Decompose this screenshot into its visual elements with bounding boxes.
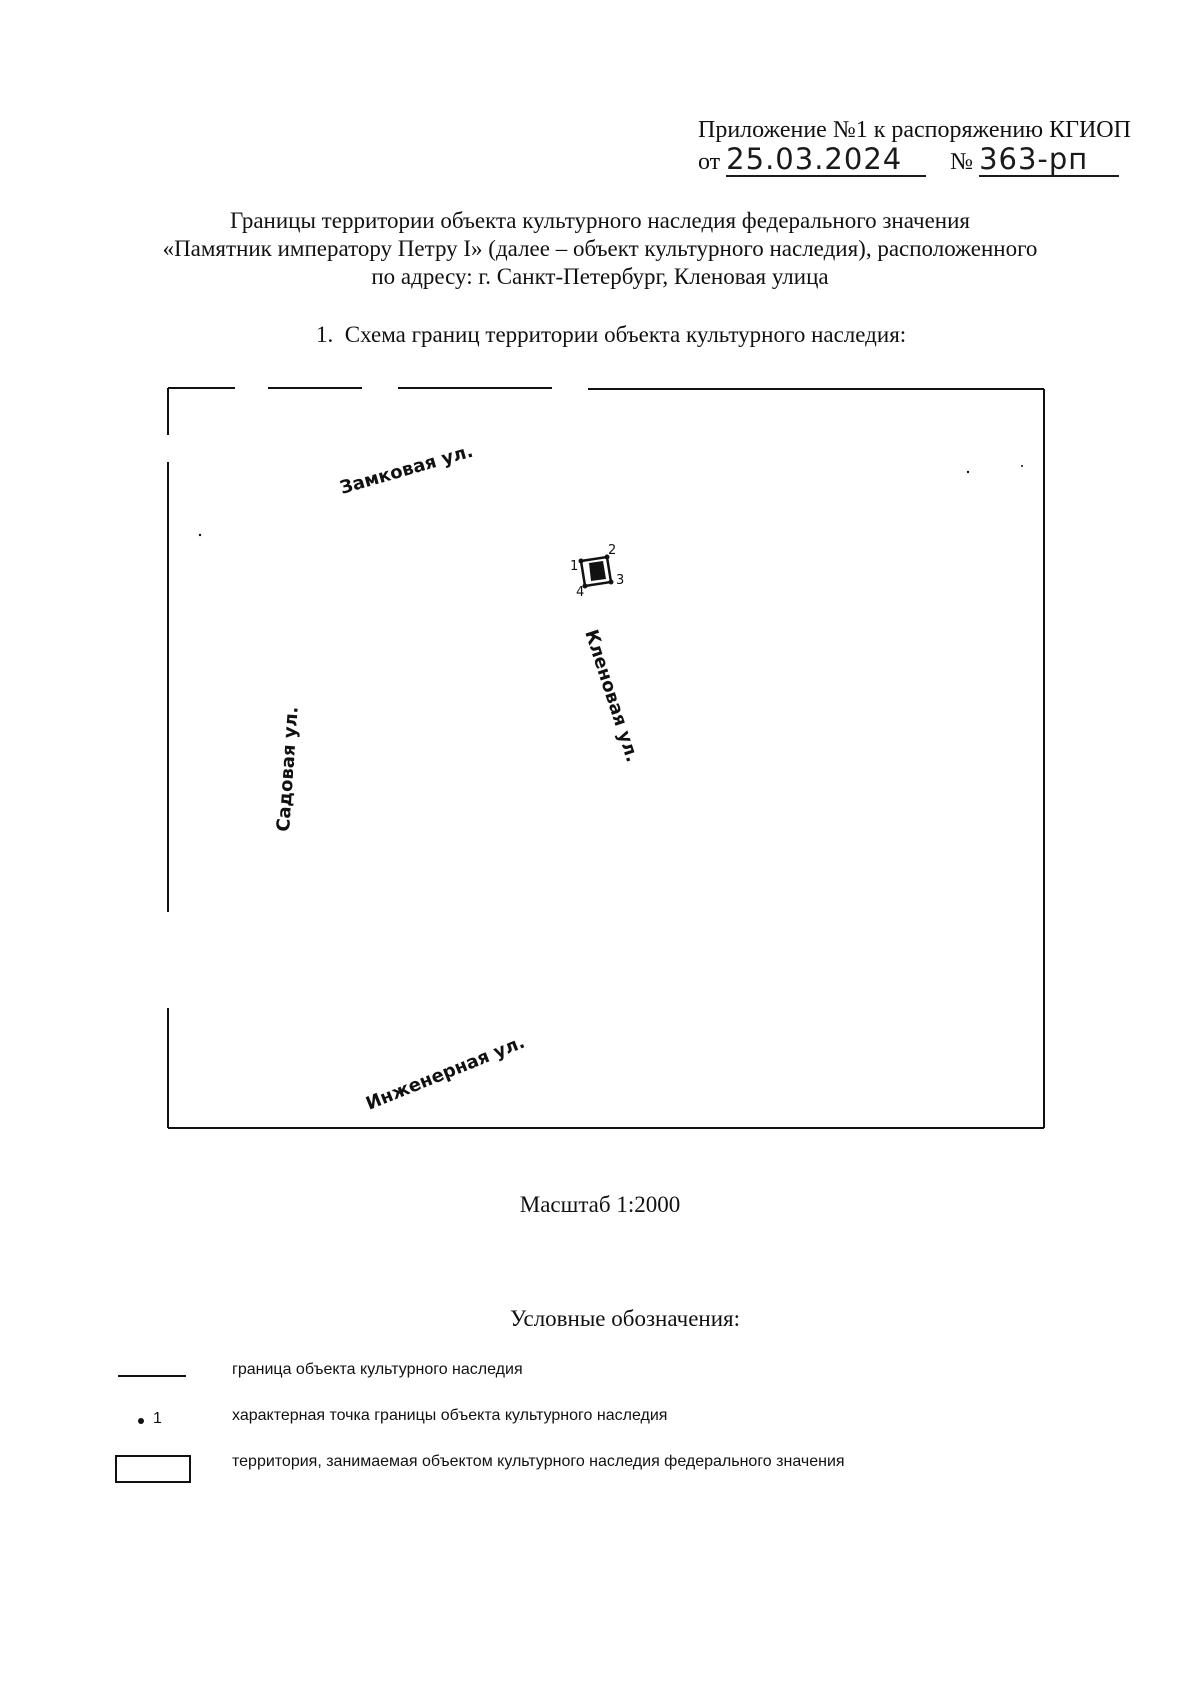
- map-frame: [168, 388, 1044, 1128]
- order-number: 363-рп: [979, 142, 1089, 176]
- street-label-klenovaya: Кленовая ул.: [580, 627, 643, 765]
- boundary-point-3: [609, 580, 614, 585]
- map-scale: Масштаб 1:2000: [519, 1192, 681, 1217]
- boundary-point-1: [579, 559, 584, 564]
- legend-label: характерная точка границы объекта культурного наследия: [232, 1407, 668, 1424]
- title-line-2: «Памятник императору Петру I» (далее – объект культурного наследия), расположенного: [162, 236, 1038, 261]
- legend-title: Условные обозначения:: [509, 1306, 741, 1331]
- title-line-3: по адресу: г. Санкт-Петербург, Кленовая улица: [371, 264, 829, 289]
- monument-object: [570, 543, 624, 600]
- street-label-inzhenernaya: Инженерная ул.: [363, 1031, 528, 1115]
- boundary-point-symbol: [138, 1418, 144, 1424]
- appendix-line: Приложение №1 к распоряжению КГИОП: [698, 117, 1131, 143]
- section-number: 1.: [316, 322, 334, 347]
- number-label: №: [950, 149, 974, 175]
- legend-label: территория, занимаемая объектом культурного наследия федерального значения: [232, 1453, 845, 1470]
- point-label-4: 4: [576, 585, 585, 600]
- boundary-line-symbol: [118, 1375, 186, 1377]
- boundary-point-symbol-number: 1: [153, 1410, 162, 1427]
- from-label: от: [698, 149, 721, 175]
- territory-box-symbol: [115, 1455, 191, 1483]
- legend-item-boundary-line: [0, 1361, 1100, 1391]
- section-text: Схема границ территории объекта культурного наследия:: [344, 322, 907, 347]
- map-marks: [199, 465, 1023, 536]
- street-label-sadovaya: Садовая ул.: [273, 705, 303, 833]
- point-label-2: 2: [608, 543, 617, 558]
- legend-item-boundary-point: [0, 1407, 1100, 1437]
- legend-item-territory: [0, 1453, 1100, 1483]
- point-label-1: 1: [570, 559, 579, 574]
- monument-footprint: [589, 561, 606, 581]
- point-label-3: 3: [616, 573, 625, 588]
- title-line-1: Границы территории объекта культурного наследия федерального значения: [230, 208, 970, 233]
- order-date: 25.03.2024: [726, 142, 903, 176]
- legend-label: граница объекта культурного наследия: [232, 1361, 523, 1378]
- street-label-zamkovaya: Замковая ул.: [337, 440, 476, 499]
